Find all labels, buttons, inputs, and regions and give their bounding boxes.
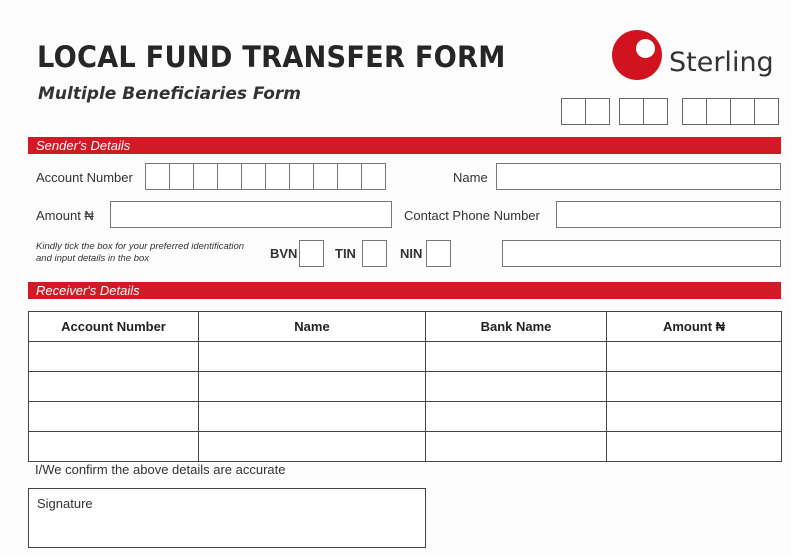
table-row bbox=[29, 372, 782, 402]
table-row bbox=[29, 402, 782, 432]
form-subtitle: Multiple Beneficiaries Form bbox=[38, 84, 301, 104]
amount-cell[interactable] bbox=[607, 432, 782, 462]
account-number-cell[interactable] bbox=[29, 342, 199, 372]
col-name: Name bbox=[199, 312, 426, 342]
date-day-field[interactable] bbox=[562, 98, 610, 125]
sender-account-number-field[interactable] bbox=[146, 163, 386, 190]
signature-label: Signature bbox=[37, 496, 93, 511]
bank-name-cell[interactable] bbox=[426, 402, 607, 432]
confirmation-text: I/We confirm the above details are accurate bbox=[35, 462, 286, 477]
form-title: LOCAL FUND TRANSFER FORM bbox=[37, 40, 506, 74]
nin-checkbox[interactable] bbox=[426, 240, 451, 267]
receiver-section-header: Receiver's Details bbox=[28, 282, 781, 299]
col-bank-name: Bank Name bbox=[426, 312, 607, 342]
table-row bbox=[29, 342, 782, 372]
date-year-field[interactable] bbox=[683, 98, 779, 125]
date-year-digit-4[interactable] bbox=[754, 98, 779, 125]
tin-label: TIN bbox=[335, 246, 356, 261]
nin-label: NIN bbox=[400, 246, 423, 261]
amount-cell[interactable] bbox=[607, 342, 782, 372]
account-digit-1[interactable] bbox=[145, 163, 170, 190]
account-number-cell[interactable] bbox=[29, 402, 199, 432]
receiver-table bbox=[28, 311, 782, 462]
col-amount: Amount ₦ bbox=[607, 312, 782, 342]
account-digit-2[interactable] bbox=[169, 163, 194, 190]
sender-name-field[interactable] bbox=[496, 163, 781, 190]
bvn-checkbox[interactable] bbox=[299, 240, 324, 267]
sender-section-header: Sender's Details bbox=[28, 137, 781, 154]
account-number-cell[interactable] bbox=[29, 432, 199, 462]
account-digit-10[interactable] bbox=[361, 163, 386, 190]
name-cell[interactable] bbox=[199, 342, 426, 372]
date-month-digit-1[interactable] bbox=[619, 98, 644, 125]
contact-phone-field[interactable] bbox=[556, 201, 781, 228]
name-cell[interactable] bbox=[199, 432, 426, 462]
id-number-field[interactable] bbox=[502, 240, 781, 267]
name-cell[interactable] bbox=[199, 402, 426, 432]
account-digit-5[interactable] bbox=[241, 163, 266, 190]
brand-logo bbox=[612, 28, 782, 84]
date-month-digit-2[interactable] bbox=[643, 98, 668, 125]
bvn-label: BVN bbox=[270, 246, 298, 261]
sterling-logo-icon bbox=[612, 30, 662, 80]
account-digit-6[interactable] bbox=[265, 163, 290, 190]
account-digit-3[interactable] bbox=[193, 163, 218, 190]
account-digit-8[interactable] bbox=[313, 163, 338, 190]
logo-dot bbox=[636, 39, 655, 58]
contact-phone-label: Contact Phone Number bbox=[404, 208, 540, 223]
account-digit-9[interactable] bbox=[337, 163, 362, 190]
date-day-digit-1[interactable] bbox=[561, 98, 586, 125]
account-digit-4[interactable] bbox=[217, 163, 242, 190]
account-number-label: Account Number bbox=[36, 170, 133, 185]
tin-checkbox[interactable] bbox=[362, 240, 387, 267]
table-row bbox=[29, 432, 782, 462]
id-instruction-note: Kindly tick the box for your preferred identification and input details in the box bbox=[36, 241, 245, 264]
col-account-number: Account Number bbox=[29, 312, 199, 342]
amount-cell[interactable] bbox=[607, 402, 782, 432]
date-year-digit-1[interactable] bbox=[682, 98, 707, 125]
brand-name: Sterling bbox=[669, 47, 774, 78]
account-number-cell[interactable] bbox=[29, 372, 199, 402]
signature-field[interactable] bbox=[28, 488, 426, 548]
date-day-digit-2[interactable] bbox=[585, 98, 610, 125]
date-year-digit-2[interactable] bbox=[706, 98, 731, 125]
bank-name-cell[interactable] bbox=[426, 342, 607, 372]
receiver-table-header bbox=[29, 312, 782, 342]
amount-cell[interactable] bbox=[607, 372, 782, 402]
name-cell[interactable] bbox=[199, 372, 426, 402]
amount-label: Amount ₦ bbox=[36, 208, 94, 223]
date-month-field[interactable] bbox=[620, 98, 668, 125]
date-year-digit-3[interactable] bbox=[730, 98, 755, 125]
bank-name-cell[interactable] bbox=[426, 432, 607, 462]
amount-field[interactable] bbox=[110, 201, 392, 228]
name-label: Name bbox=[453, 170, 488, 185]
bank-name-cell[interactable] bbox=[426, 372, 607, 402]
account-digit-7[interactable] bbox=[289, 163, 314, 190]
